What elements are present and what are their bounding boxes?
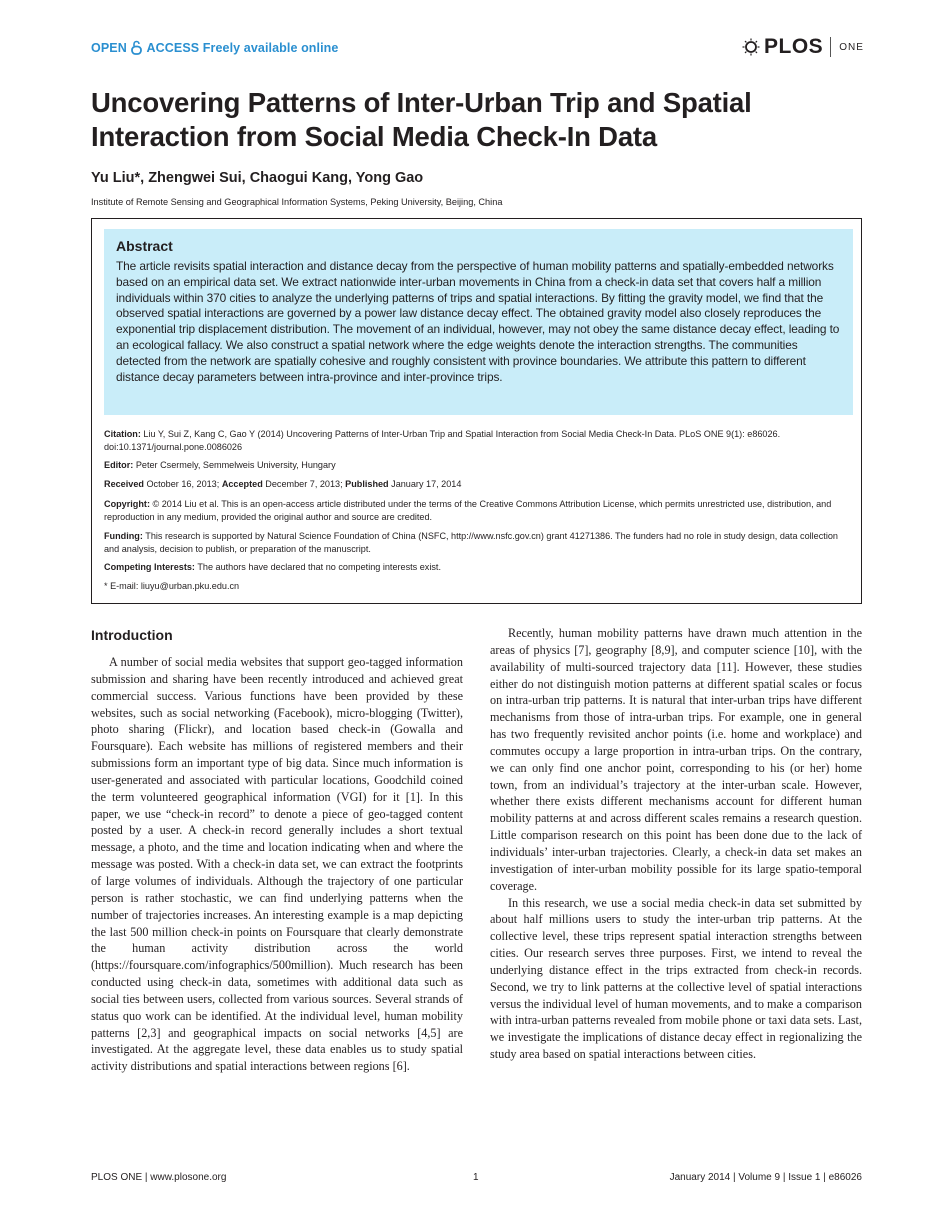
competing-text: The authors have declared that no competing interests exist. [197,562,441,572]
editor [104,459,844,472]
funding-label: Funding: [104,531,143,541]
citation-label: Citation: [104,429,141,439]
email: * E-mail: liuyu@urban.pku.edu.cn [104,581,240,591]
abstract-heading: Abstract [116,238,173,254]
journal-logo [742,35,864,59]
body-column-right [490,625,862,1063]
accepted-date: December 7, 2013; [265,479,343,489]
paragraph: A number of social media websites that support geo-tagged information submission and sharing have been recently introduced and achieved great commercial success. Various functions have been provided by these websites, such as social networking (Facebook), micro-blogging (Twitter), photo sharing (Flickr), and location based check-in (Gowalla and Foursquare). Each website has millions of registered members and their submissions form an important type of big data. Since much information is user-generated and associated with particular locations, Goodchild coined the term volunteered geographical information (VGI) for it [1]. In this paper, we use “check-in record” to denote a piece of geo-tagged content posted by a user. A check-in record generally includes a short textual message, a photo, and the time and location indicating when and where the message was posted. With a check-in data set, we can extract the footprints of large volumes of individuals. Although the trajectory of one particular person is rather stochastic, we can find underlying patterns when the number of trajectories increases. An interesting example is a map depicting the last 500 million check-in points on Foursquare that clearly demonstrate the human activity distribution across the world (https://foursquare.com/infographics/500million). Much research has been conducted using check-in data, sometimes with additional data such as social ties between users, collected from various sources. Several strands of status quo work can be identified. At the individual level, human mobility patterns [2,3] and geographical impacts on social networks [4,5] are investigated. At the aggregate level, these data enables us to study spatial activity distributions and spatial interactions between regions [6]. [91,655,463,1074]
plos-sunburst-icon [742,38,760,56]
editor-text: Peter Csermely, Semmelweis University, Hungary [135,460,336,470]
citation-text: Liu Y, Sui Z, Kang C, Gao Y (2014) Uncovering Patterns of Inter-Urban Trip and Spatial Interaction from Social Media Check-In Data. PLoS ONE 9(1): e86026. doi:10.1371/journal.pone.0086026 [104,429,781,452]
published-label: Published [345,479,389,489]
affiliation: Institute of Remote Sensing and Geographical Information Systems, Peking University, Beijing, China [91,197,503,207]
abstract-box [104,229,853,415]
open-label: OPEN [91,41,127,55]
received-label: Received [104,479,144,489]
accepted-label: Accepted [221,479,263,489]
footer-issue: January 2014 | Volume 9 | Issue 1 | e86026 [669,1172,862,1183]
funding [104,530,844,555]
article-title: Uncovering Patterns of Inter-Urban Trip and Spatial Interaction from Social Media Check-In Data [91,87,752,152]
funding-text: This research is supported by Natural Science Foundation of China (NSFC, http://www.nsfc.gov.cn) grant 41271386. The funders had no role in study design, data collection and analysis, decision to publish, or preparation of the manuscript. [104,531,838,554]
open-lock-icon [131,40,142,55]
copyright-text: © 2014 Liu et al. This is an open-access article distributed under the terms of the Creative Commons Attribution License, which permits unrestricted use, distribution, and reproduction in any medium, provided the original author and source are credited. [104,499,832,522]
author-list: Yu Liu*, Zhengwei Sui, Chaogui Kang, Yong Gao [91,170,424,186]
body-column-left [91,654,463,1075]
paragraph: Recently, human mobility patterns have drawn much attention in the areas of physics [7], geography [8,9], and computer science [10], with the availability of multi-sourced trajectory data [11]. However, these studies either do not distinguish motion patterns at different spatial scales or focus on intra-urban trip patterns. It is natural that inter-urban trips have different mechanisms from those of intra-urban trips. For example, one in general has two frequently revisited anchor points (i.e. home and workplace) and commutes occupy a large proportion in intra-urban trips. On the contrary, we can only find one anchor point, corresponding to his (or her) home town, from an individual’s trajectory at the inter-urban scale. However, whether there exists different mechanisms account for different human mobility patterns at and across different scales remains a research question. Little comparison research on this point has been done due to the lack of individuals’ inter-urban trajectories. Clearly, a check-in data set makes an investigation of inter-urban mobility possible for its large spatio-temporal coverage. [490,626,862,893]
dates [104,478,844,491]
footer-journal: PLOS ONE | www.plosone.org [91,1172,227,1183]
competing-label: Competing Interests: [104,562,195,572]
competing-interests [104,561,844,574]
open-access-banner [91,40,338,55]
received-date: October 16, 2013; [146,479,220,489]
abstract-text: The article revisits spatial interaction and distance decay from the perspective of human mobility patterns and spatially-embedded networks based on an empirical data set. We extract nationwide inter-urban movements in China from a check-in data set that covers half a million individuals within 370 cities to analyze the underlying patterns of trips and spatial interactions. By fitting the gravity model, we find that the observed spatial interactions are governed by a power law distance decay effect. The obtained gravity model also closely reproduces the exponential trip displacement distribution. The movement of an individual, however, may not obey the same distance decay effect, leading to an ecological fallacy. We also construct a spatial network where the edge weights denote the interaction strengths. The communities detected from the network are spatially cohesive and roughly consistent with province boundaries. We attribute this pattern to different distance decay parameters between intra-province and inter-province trips. [116,259,840,384]
section-heading-introduction: Introduction [91,627,173,643]
logo-divider [830,37,831,57]
copyright-label: Copyright: [104,499,150,509]
editor-label: Editor: [104,460,134,470]
paragraph: In this research, we use a social media check-in data set submitted by about half millions users to study the inter-urban trip patterns. At the collective level, these trips represent spatial interaction strengths between cities. Our research serves three purposes. First, we intend to reveal the underlying distance effect in the trips extracted from check-in records. Second, we try to link patterns at the collective level of spatial interactions versus the individual level of human movements, and to make a comparison with intra-urban patterns revealed from mobile phone or taxi data sets. Last, we investigate the implications of distance decay effect in regionalizing the study area based on spatial interactions between cities. [490,895,862,1062]
journal-name: PLOS [764,35,824,58]
access-label: ACCESS Freely available online [146,41,339,55]
copyright [104,498,844,523]
page-number: 1 [473,1172,479,1183]
published-date: January 17, 2014 [391,479,462,489]
journal-suffix: ONE [839,41,864,53]
citation [104,428,844,453]
